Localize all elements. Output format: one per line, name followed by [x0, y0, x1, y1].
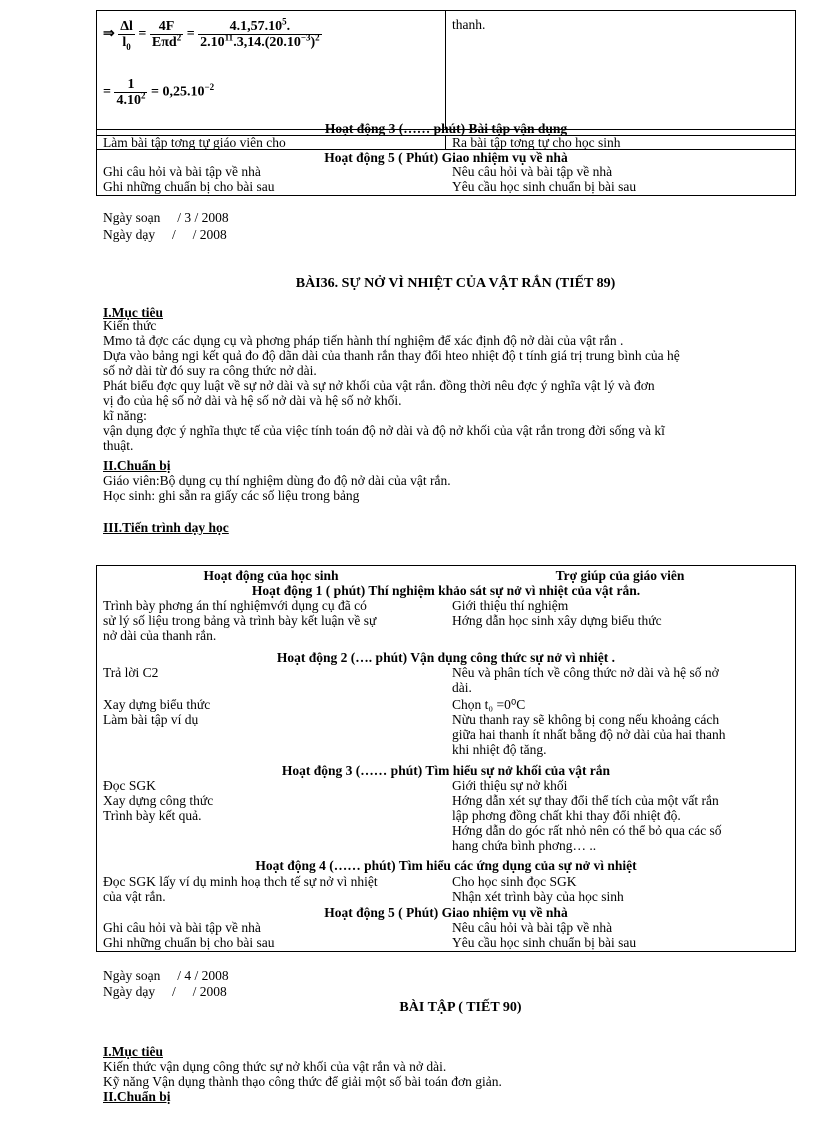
cell-line: Nêu câu hỏi và bài tập về nhà — [452, 920, 613, 935]
cell-line: khi nhiệt độ tăng. — [452, 742, 547, 757]
activity-4-teacher — [452, 874, 624, 904]
activity-2-student-1: Trả lời C2 — [103, 665, 159, 680]
cell-line: Ghi những chuẩn bị cho bài sau — [103, 935, 275, 950]
objective-line: Mmo tả đợc các dụng cụ và phơng pháp tiến hành thí nghiệm để xác định độ nở dài của vật rắn . — [103, 333, 624, 348]
lesson-90-title: BÀI TẬP ( TIẾT 90) — [399, 1000, 522, 1015]
objectives-heading: I.Mục tiêu — [103, 305, 163, 320]
lesson-36-title: BÀI36. SỰ NỞ VÌ NHIỆT CỦA VẬT RẮN (TIẾT 89) — [295, 276, 616, 291]
cell-line: nở dài của thanh rắn. — [103, 628, 217, 643]
preparation-body — [103, 473, 451, 503]
activity-5-teacher — [452, 920, 636, 950]
process-heading: III.Tiến trình dạy học — [103, 520, 229, 535]
top-table — [96, 10, 796, 196]
activity-3-heading: Hoạt động 3 (…… phút) Tìm hiểu sự nở khối của vật rắn — [281, 763, 611, 778]
activity-2-heading: Hoạt động 2 (…. phút) Vận dụng công thức sự nở vì nhiệt . — [276, 650, 616, 665]
cell-line: giữa hai thanh ít nhất bằng độ nở dài của hai thanh — [452, 727, 726, 742]
formula-continuation: thanh. — [452, 17, 486, 32]
cell-line: Hớng dẫn do góc rất nhỏ nên có thể bỏ qua các số — [452, 823, 722, 838]
activity-1-student — [103, 598, 376, 643]
teach-date: Ngày dạy / / 2008 — [103, 227, 227, 242]
activity-2-student-3: Làm bài tập ví dụ — [103, 712, 199, 727]
activity-1-teacher — [452, 598, 662, 628]
objective-line: Kiến thức vận dụng công thức sự nở khối của vật rắn và nở dài. — [103, 1059, 447, 1074]
objectives-heading-2: I.Mục tiêu — [103, 1044, 163, 1059]
cell-line: Nêu và phân tích về công thức nở dài và hệ số nở — [452, 665, 719, 680]
objective-line: số nở dài từ đó suy ra công thức nở dài. — [103, 363, 317, 378]
prep-date: Ngày soạn / 3 / 2008 — [103, 210, 229, 225]
activity-3-student — [103, 778, 213, 823]
cell-line: Ghi câu hỏi và bài tập về nhà — [103, 920, 261, 935]
cell-line: Chọn t₀ =0⁰C — [452, 697, 526, 712]
header-student: Hoạt động của học sinh — [203, 568, 339, 583]
cell-line: của vật rắn. — [103, 889, 166, 904]
activity-3-teacher — [452, 778, 722, 853]
cell-line: sử lý số liệu trong bảng và trình bày kết luận về sự — [103, 613, 377, 628]
cell-line: Giới thiệu sự nở khối — [452, 778, 568, 793]
cell-line: hang chứa bình phơng… .. — [452, 838, 597, 853]
cell-line: Xay dựng công thức — [103, 793, 214, 808]
activity-5-student-1: Ghi câu hỏi và bài tập về nhà — [103, 164, 261, 179]
activities-table — [96, 565, 796, 952]
formula-line-2: = $\frac{1}{4.10^2}$ = $0,25.10^{-2}$ — [103, 77, 215, 108]
cell-line: lập phơng đồng chất khi thay đổi nhiệt độ. — [452, 808, 681, 823]
cell-line: Nừu thanh ray sẽ không bị cong nếu khoảng cách — [452, 712, 720, 727]
activity-5-heading: Hoạt động 5 ( Phút) Giao nhiệm vụ về nhà — [324, 150, 568, 165]
preparation-heading-2: II.Chuẩn bị — [103, 1089, 171, 1104]
cell-line: Nhận xét trình bày của học sinh — [452, 889, 624, 904]
teach-date-2: Ngày dạy / / 2008 — [103, 984, 227, 999]
cell-line: Đọc SGK lấy ví dụ minh hoạ thch tế sự nở vì nhiệt — [103, 874, 378, 889]
activity-5-student-2: Ghi những chuẩn bị cho bài sau — [103, 179, 275, 194]
formula-line-1: ⇒ $\frac{\Delta l}{l_0}$ = $\frac{4F}{E\pi d^2}$ = $\frac{4.1,57.10^5.}{2.10^{11}.3,14.(20.10^{-3})^2}$ — [103, 16, 320, 52]
header-teacher: Trợ giúp của giáo viên — [555, 568, 685, 583]
objective-line: Phát biểu đợc quy luật về sự nở dài và sự nở khối của vật rắn. đồng thời nêu đợc ý nghĩa vật lý và đơn — [103, 378, 655, 393]
cell-line: Trình bày phơng án thí nghiệmvới dụng cụ đã có — [103, 598, 367, 613]
cell-line: Hớng dẫn xét sự thay đổi thể tích của một vất rắn — [452, 793, 719, 808]
cell-line: Trình bày kết quả. — [103, 808, 202, 823]
objectives-body-2 — [103, 1059, 502, 1089]
objective-line: Kiến thức — [103, 318, 157, 333]
objective-line: vị đo của hệ số nở dài và hệ số nở dài và hệ số nở khối. — [103, 393, 402, 408]
objective-line: thuật. — [103, 438, 134, 453]
activity-2-teacher — [452, 665, 726, 757]
objective-line: vận dụng đợc ý nghĩa thực tế của việc tính toán độ nở dài và độ nở khối của vật rắn trong đời sống và kĩ — [103, 423, 665, 438]
cell-line: Yêu cầu học sinh chuẩn bị bài sau — [452, 935, 637, 950]
activity-2-student-2: Xay dựng biểu thức — [103, 697, 211, 712]
activity-5-student — [103, 920, 275, 950]
activity-4-student — [103, 874, 378, 904]
preparation-line: Giáo viên:Bộ dụng cụ thí nghiệm dùng đo độ nở dài của vật rắn. — [103, 473, 451, 488]
objectives-body — [103, 318, 793, 453]
objective-line: kĩ năng: — [103, 408, 147, 423]
objective-line: Dựa vào bảng ngi kết quả đo độ dãn dài của thanh rắn thay đổi hteo nhiệt độ t tính giá trị trung bình của hệ — [103, 348, 680, 363]
cell-line: dài. — [452, 680, 472, 695]
preparation-heading: II.Chuẩn bị — [103, 458, 171, 473]
cell-line: Cho học sinh đọc SGK — [452, 874, 577, 889]
activity-3-student: Làm bài tập tơng tự giáo viên cho — [103, 135, 286, 150]
activity-5-teacher-2: Yêu cầu học sinh chuẩn bị bài sau — [452, 179, 637, 194]
preparation-line: Học sinh: ghi sẵn ra giấy các số liệu trong bảng — [103, 488, 360, 503]
cell-line: Hớng dẫn học sinh xây dựng biểu thức — [452, 613, 662, 628]
prep-date-2: Ngày soạn / 4 / 2008 — [103, 968, 229, 983]
activity-1-heading: Hoạt động 1 ( phút) Thí nghiệm khảo sát sự nở vì nhiệt của vật rắn. — [251, 583, 641, 598]
cell-line: Giới thiệu thí nghiệm — [452, 598, 569, 613]
activity-5-heading: Hoạt động 5 ( Phút) Giao nhiệm vụ về nhà — [324, 905, 568, 920]
objective-line: Kỹ năng Vận dụng thành thạo công thức để giải một số bài toán đơn giản. — [103, 1074, 502, 1089]
activity-3-heading: Hoạt động 3 (…… phút) Bài tập vận dụng — [324, 121, 568, 136]
cell-line: Đọc SGK — [103, 778, 156, 793]
activity-5-teacher-1: Nêu câu hỏi và bài tập về nhà — [452, 164, 613, 179]
activity-4-heading: Hoạt động 4 (…… phút) Tìm hiểu các ứng dụng của sự nở vì nhiệt — [255, 858, 637, 873]
activity-3-teacher: Ra bài tập tơng tự cho học sinh — [452, 135, 621, 150]
